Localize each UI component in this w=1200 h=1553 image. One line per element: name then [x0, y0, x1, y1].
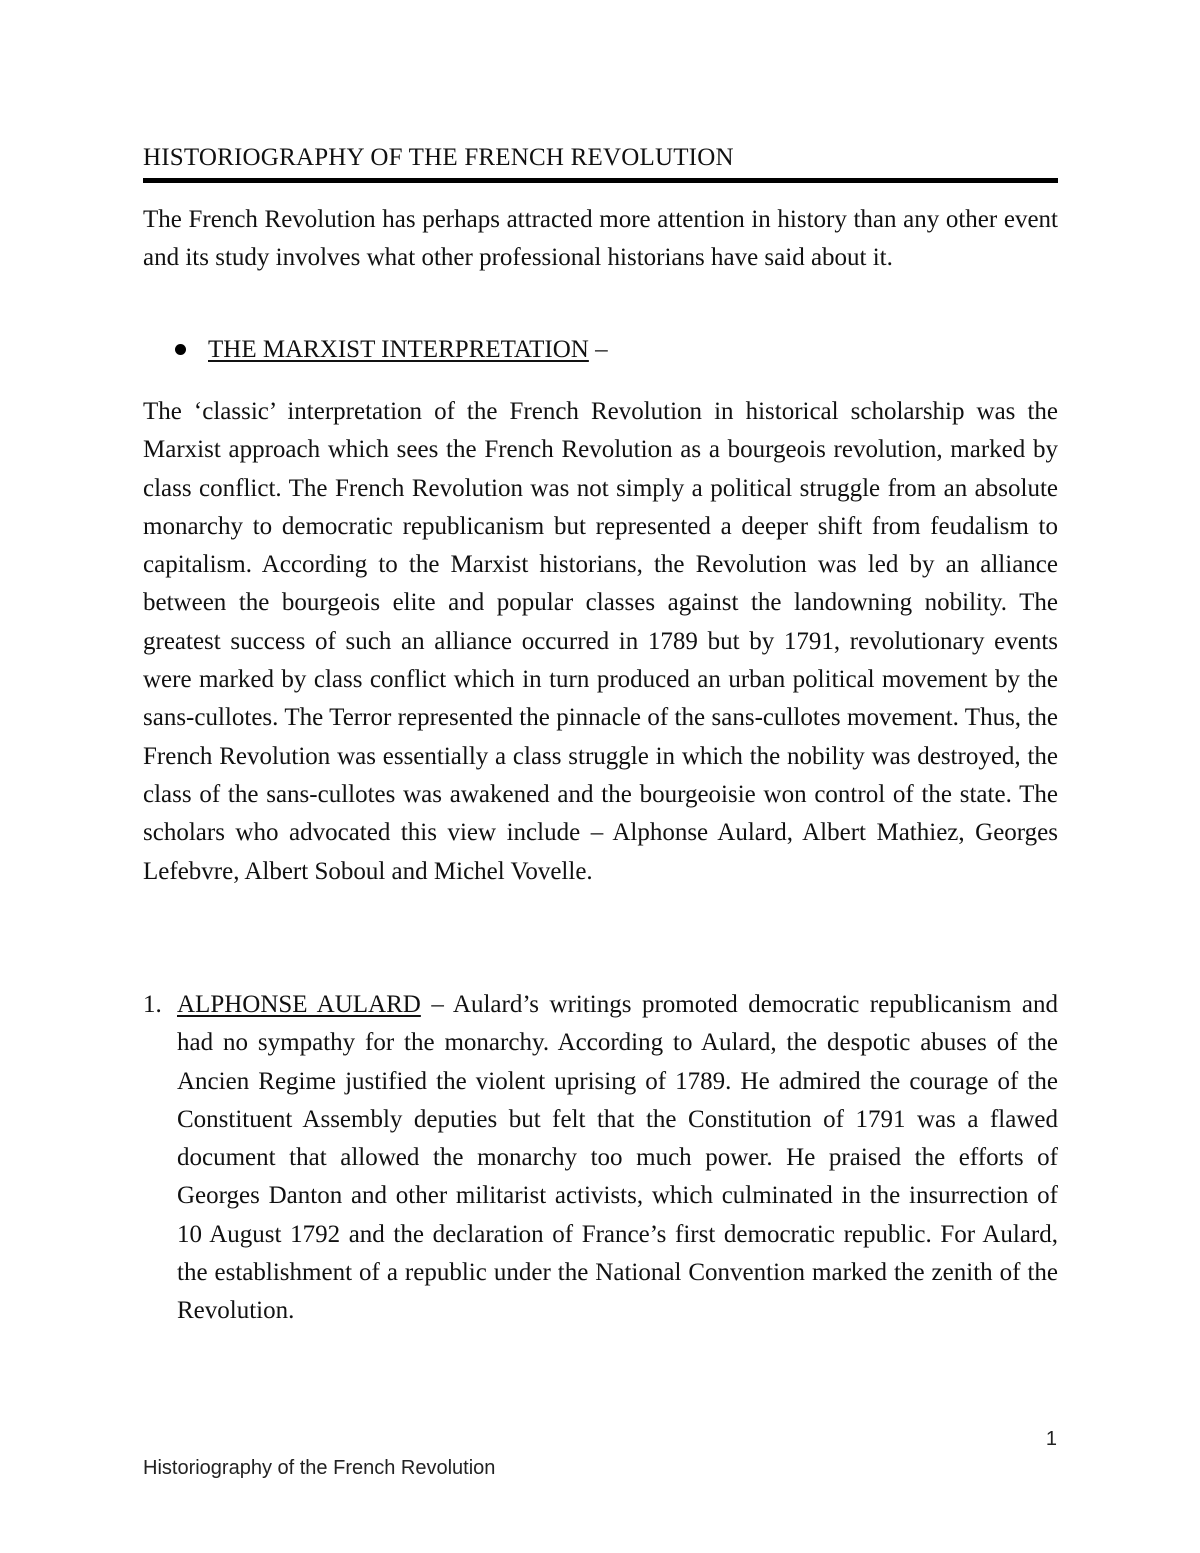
intro-paragraph: The French Revolution has perhaps attracted more attention in history than any other event and its study involves what other professional historians have said about it.: [143, 206, 1058, 272]
section-heading: [175, 336, 608, 364]
bullet-icon: [175, 344, 186, 355]
list-item-heading: ALPHONSE AULARD: [177, 991, 421, 1018]
document-title: HISTORIOGRAPHY OF THE FRENCH REVOLUTION: [143, 144, 734, 171]
title-rule: [143, 178, 1058, 183]
section-heading-text: THE MARXIST INTERPRETATION: [208, 336, 589, 363]
section-heading-dash: –: [588, 336, 608, 363]
footer-text: Historiography of the French Revolution: [143, 1457, 496, 1479]
list-item-text: – Aulard’s writings promoted democratic republicanism and had no sympathy for the monarchy. According to Aulard, the despotic abuses of the Ancien Regime justified the violent uprising of 1789. He admired the courage of the Constituent Assembly deputies but felt that the Constitution of 1791 was a flawed document that allowed the monarchy too much power. He praised the efforts of Georges Danton and other militarist activists, which culminated in the insurrection of 10 August 1792 and the declaration of France’s first democratic republic. For Aulard, the establishment of a republic under the National Convention marked the zenith of the Revolution.: [177, 991, 1058, 1325]
page-number: 1: [1045, 1428, 1057, 1450]
marxist-paragraph: The ‘classic’ interpretation of the French Revolution in historical scholarship was the Marxist approach which sees the French Revolution as a bourgeois revolution, marked by class conflict. The French Revolution was not simply a political struggle from an absolute monarchy to democratic republicanism but represented a deeper shift from feudalism to capitalism. According to the Marxist historians, the Revolution was led by an alliance between the bourgeois elite and popular classes against the landowning nobility. The greatest success of such an alliance occurred in 1789 but by 1791, revolutionary events were marked by class conflict which in turn produced an urban political movement by the sans-cullotes. The Terror represented the pinnacle of the sans-cullotes movement. Thus, the French Revolution was essentially a class struggle in which the nobility was destroyed, the class of the sans-cullotes was awakened and the bourgeoisie won control of the state. The scholars who advocated this view include – Alphonse Aulard, Albert Mathiez, Georges Lefebvre, Albert Soboul and Michel Vovelle.: [143, 398, 1058, 885]
list-item-number: 1.: [143, 991, 162, 1018]
list-item: [143, 986, 1058, 1331]
